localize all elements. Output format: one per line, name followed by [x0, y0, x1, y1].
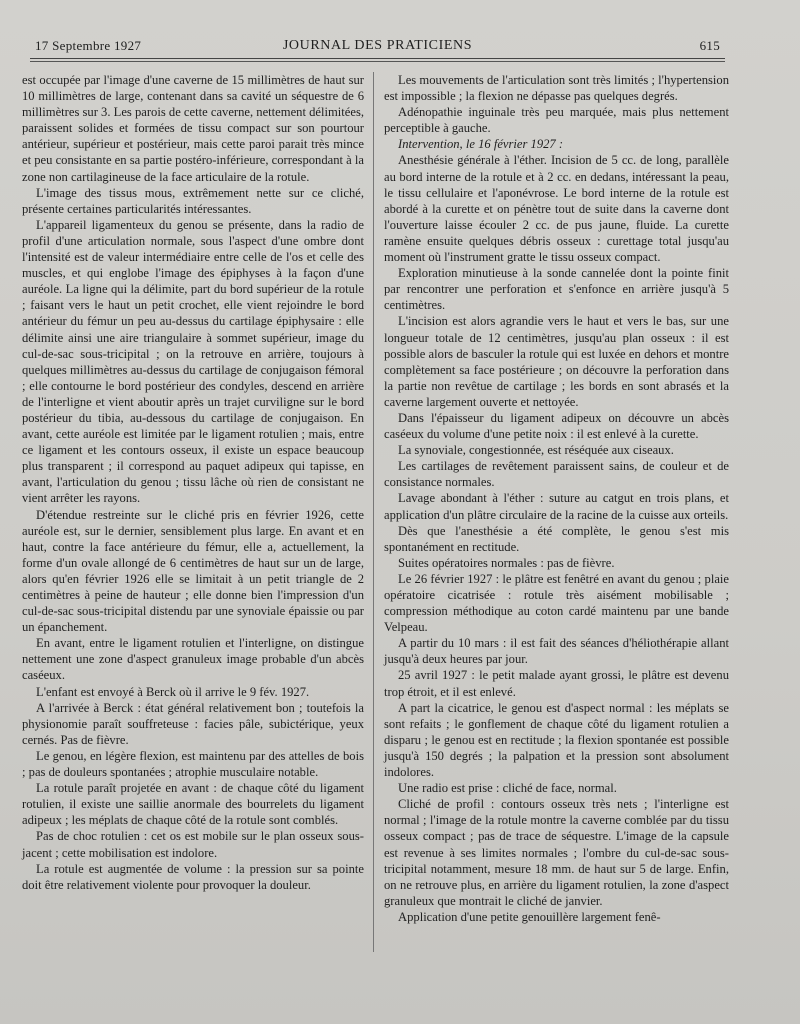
- paragraph: Pas de choc rotulien : cet os est mobile sur le plan osseux sous-jacent ; cette mobilisation est indolore.: [22, 829, 364, 860]
- paragraph: est occupée par l'image d'une caverne de 15 millimètres de haut sur 10 millimètres de large, contenant dans sa cavité un séquestre de 6 millimètres sur 3. Les parois de cette caverne, nettement délimitées, paraissent solides et formées de tissu compact sur son pourtour antérieur, supérieur et postérieur, mais cette paroi parait très mince et peu consistante en sa partie postéro-inférieure, correspondant à la zone non cartilagineuse de la face articulaire de la rotule.: [22, 73, 365, 184]
- paragraph: A partir du 10 mars : il est fait des séances d'héliothérapie allant jusqu'à deux heures par jour.: [384, 636, 729, 667]
- issue-date: 17 Septembre 1927: [35, 38, 142, 53]
- paragraph: La synoviale, congestionnée, est réséquée aux ciseaux.: [398, 443, 674, 458]
- page-number: 615: [699, 38, 720, 53]
- paragraph: 25 avril 1927 : le petit malade ayant grossi, le plâtre est devenu trop étroit, et il est enlevé.: [384, 668, 729, 699]
- paragraph: L'enfant est envoyé à Berck où il arrive le 9 fév. 1927.: [36, 684, 310, 699]
- paragraph: Dès que l'anesthésie a été complète, le genou s'est mis spontanément en rectitude.: [384, 523, 729, 554]
- paragraph: Les mouvements de l'articulation sont très limités ; l'hypertension est impossible ; la flexion ne dépasse pas quelques degrés.: [384, 73, 729, 104]
- paragraph: Cliché de profil : contours osseux très nets ; l'interligne est normal ; l'image de la rotule montre la caverne comblée par du tissu osseux compact ; pas de trace de séquestre. L'image de la capsule est revenue à ses limites normales ; l'ombre du cul-de-sac sous-tricipital notamment, mesure 18 mm. de haut sur 5 de large. Enfin, on ne retrouve plus, en arrière du ligament rotulien, la zone d'aspect granuleux que montrait le cliché de janvier.: [384, 797, 729, 908]
- header-rule-double: [30, 61, 725, 62]
- paragraph: Les cartilages de revêtement paraissent sains, de couleur et de consistance normales.: [384, 459, 729, 490]
- paragraph: Application d'une petite genouillère largement fenê-: [398, 909, 661, 924]
- section-heading-intervention: Intervention, le 16 février 1927 :: [398, 137, 564, 152]
- paragraph: Lavage abondant à l'éther : suture au catgut en trois plans, et application d'un plâtre circulaire de la racine de la cuisse aux orteils.: [384, 491, 729, 522]
- paragraph: A part la cicatrice, le genou est d'aspect normal : les méplats se sont refaits ; le gonflement de chaque côté du ligament rotulien a disparu ; le genou est en rectitude ; la flexion spontanée est possible jusqu'à 150 degrés ; la palpation et la pression sont absolument indolores.: [384, 700, 729, 780]
- page-header: [35, 38, 720, 56]
- paragraph: Le 26 février 1927 : le plâtre est fenêtré en avant du genou ; plaie opératoire cicatrisée : rotule très aisément mobilisable ; compression méthodique au coton cardé maintenu par une bande Velpeau.: [384, 571, 729, 635]
- paragraph: Adénopathie inguinale très peu marquée, mais plus nettement perceptible à gauche.: [384, 105, 729, 136]
- paragraph: L'incision est alors agrandie vers le haut et vers le bas, sur une longueur totale de 12 centimètres, jusqu'au plan osseux : il est possible alors de basculer la rotule qui est luxée en dehors et montre complètement sa face postérieure ; on découvre la perforation dans la partie non revêtue de cartilage ; les bords en sont abrasés et la caverne largement ouverte et nettoyée.: [384, 314, 729, 409]
- header-rule: [30, 58, 725, 59]
- paragraph: Le genou, en légère flexion, est maintenu par des attelles de bois ; pas de douleurs spontanées ; atrophie musculaire notable.: [22, 748, 364, 780]
- paragraph: Dans l'épaisseur du ligament adipeux on découvre un abcès caséeux du volume d'une petite noix : il est enlevé à la curette.: [384, 410, 729, 442]
- right-column: [384, 72, 729, 925]
- paragraph: Une radio est prise : cliché de face, normal.: [398, 781, 617, 796]
- paragraph: La rotule paraît projetée en avant : de chaque côté du ligament rotulien, il existe une saillie anormale des bourrelets du ligament adipeux ; les méplats de chaque côté de la rotule sont comblés.: [22, 781, 364, 828]
- column-divider: [373, 72, 374, 952]
- paragraph: La rotule est augmentée de volume : la pression sur sa pointe doit être relativement violente pour provoquer la douleur.: [22, 861, 364, 892]
- paragraph: D'étendue restreinte sur le cliché pris en février 1926, cette auréole est, sur le dernier, sensiblement plus large. En avant et en haut, contre la face antérieure du fémur, elle a, actuellement, la forme d'un ovale allongé de 6 centimètres de haut sur un de large, alors qu'en février 1926 elle se limitait à un petit triangle de 2 centimètres à peine de hauteur ; elle donne bien l'impression d'un cul-de-sac sous-tricipital distendu par une synoviale épaissie ou par un épanchement.: [22, 507, 364, 635]
- paragraph: L'appareil ligamenteux du genou se présente, dans la radio de profil d'une articulation normale, sous l'aspect d'une ombre dont l'intensité est de valeur intermédiaire entre celle de l'os et celle des muscles, et qui englobe l'image des épiphyses à la façon d'une auréole. La ligne qui la délimite, part du bord supérieur de la rotule ; faisant vers le haut un petit crochet, elle vient rejoindre le bord antérieur du fémur un peu au-dessus du cartilage épiphysaire : elle délimite ainsi une aire triangulaire à sommet supérieur, image du cul-de-sac sous-tricipital ; on la retrouve en arrière, toujours à quelques millimètres au-dessus du cartilage de conjugaison fémoral ; elle contourne le bord postérieur des condyles, descend en arrière de l'interligne et vient aboutir après un trajet curviligne sur le bord postérieur du tibia, au-dessous du cartilage de conjugaison. En avant, cette auréole est limitée par le ligament rotulien ; mais, entre ce ligament et les contours osseux, il existe un espace beaucoup plus transparent ; il correspond au paquet adipeux qui tapisse, en avant, l'articulation du genou ; tissu lâche où rien de consistant ne vient arrêter les rayons.: [22, 217, 364, 506]
- paragraph: Anesthésie générale à l'éther. Incision de 5 cc. de long, parallèle au bord interne de la rotule et à 2 cc. en dedans, intéressant la peau, le tissu cellulaire et l'aponévrose. Le bord interne de la rotule est abordé à la curette et on pénètre tout de suite dans la caverne dont l'ouverture laisse écouler 2 cc. de pus jaune, fluide. La curette ramène ensuite quelques débris osseux : curettage total jusqu'au moment où l'instrument gratte le tissu osseux compact.: [384, 153, 729, 265]
- paragraph: Exploration minutieuse à la sonde cannelée dont la pointe finit par rencontrer une perforation et s'enfonce en arrière jusqu'à 5 centimètres.: [384, 266, 729, 313]
- paragraph: L'image des tissus mous, extrêmement nette sur ce cliché, présente certaines particularités intéressantes.: [22, 185, 364, 216]
- paragraph: Suites opératoires normales : pas de fièvre.: [398, 555, 615, 570]
- paragraph: A l'arrivée à Berck : état général relativement bon ; toutefois la physionomie paraît souffreteuse : facies pâle, subictérique, yeux cernés. Pas de fièvre.: [22, 700, 364, 747]
- journal-title: JOURNAL DES PRATICIENS: [282, 38, 473, 53]
- paragraph: En avant, entre le ligament rotulien et l'interligne, on distingue nettement une zone d'aspect granuleux image probable d'un abcès caséeux.: [22, 636, 364, 683]
- left-column: [22, 72, 364, 893]
